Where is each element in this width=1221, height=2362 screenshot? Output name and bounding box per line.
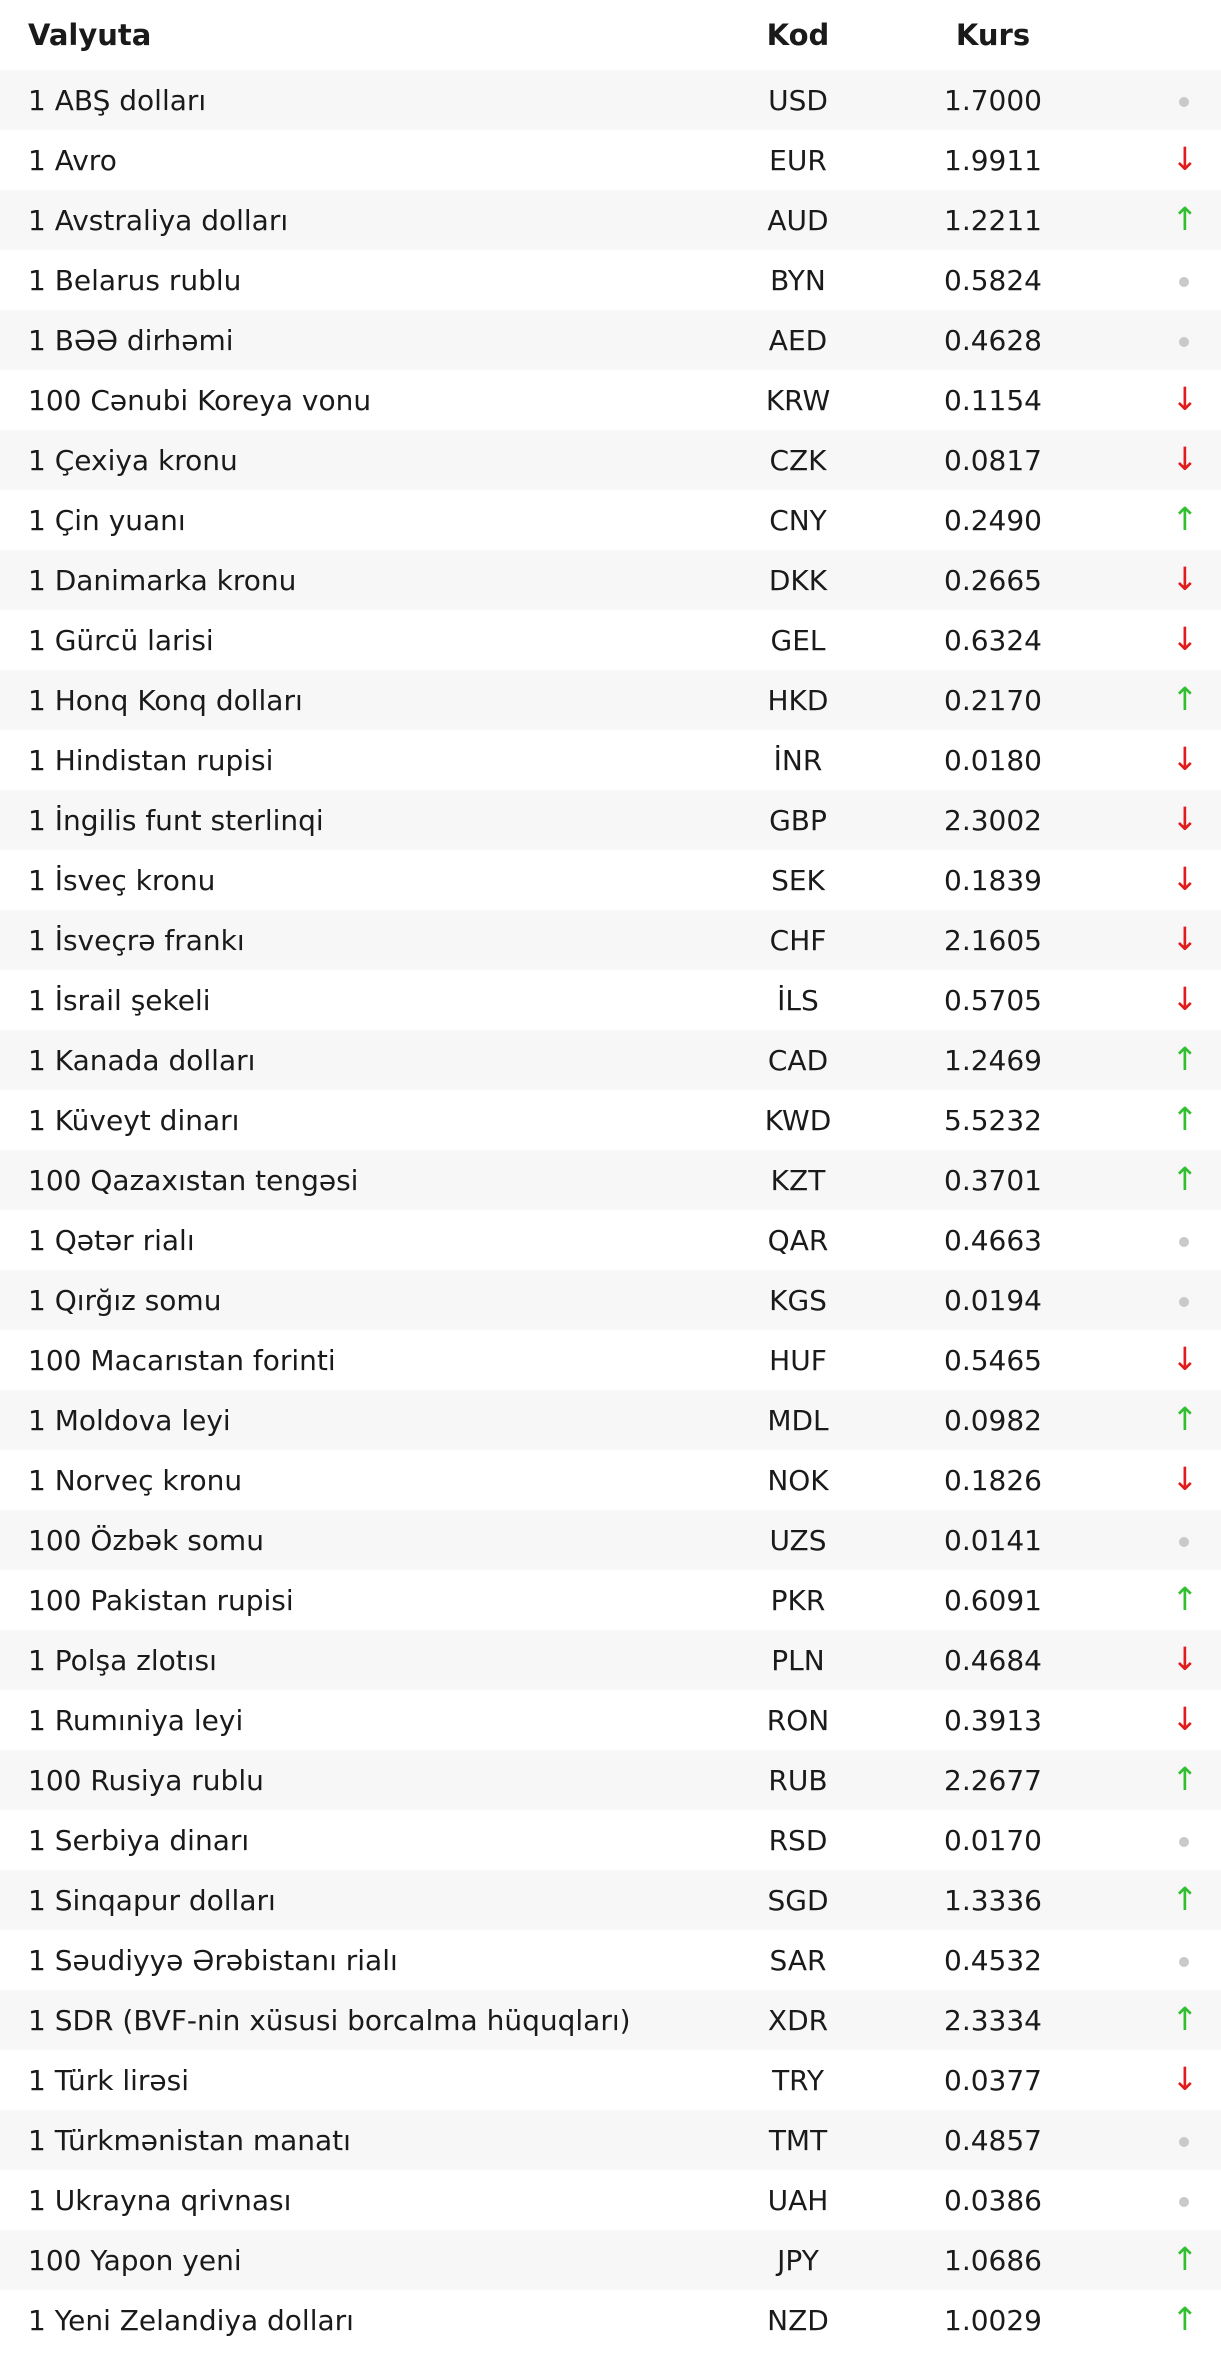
currency-name: 1 Moldova leyi <box>0 1390 728 1450</box>
currency-name: 1 Küveyt dinarı <box>0 1090 728 1150</box>
currency-name: 1 Danimarka kronu <box>0 550 728 610</box>
table-row <box>0 610 1221 670</box>
arrow-up-icon: ↑ <box>1171 2300 1199 2338</box>
currency-code: CZK <box>728 430 868 490</box>
table-row <box>0 2110 1221 2170</box>
currency-name: 100 Pakistan rupisi <box>0 1570 728 1630</box>
currency-name: 100 Rusiya rublu <box>0 1750 728 1810</box>
currency-code: TMT <box>728 2110 868 2170</box>
trend-cell <box>1118 1630 1221 1690</box>
table-row <box>0 1930 1221 1990</box>
table-row <box>0 1690 1221 1750</box>
currency-rate: 0.5705 <box>868 970 1118 1030</box>
currency-code: AUD <box>728 190 868 250</box>
currency-code: RSD <box>728 1810 868 1870</box>
currency-rate: 0.4684 <box>868 1630 1118 1690</box>
currency-name: 1 Yeni Zelandiya dolları <box>0 2290 728 2350</box>
header-rate: Kurs <box>868 0 1118 70</box>
currency-rate: 0.1839 <box>868 850 1118 910</box>
trend-cell <box>1118 2170 1221 2230</box>
arrow-down-icon: ↓ <box>1171 800 1199 838</box>
header-row <box>0 0 1221 70</box>
arrow-down-icon: ↓ <box>1171 380 1199 418</box>
currency-name: 1 Qırğız somu <box>0 1270 728 1330</box>
currency-name: 1 Çin yuanı <box>0 490 728 550</box>
currency-rate: 0.0194 <box>868 1270 1118 1330</box>
trend-cell <box>1118 910 1221 970</box>
trend-cell <box>1118 370 1221 430</box>
trend-cell <box>1118 70 1221 130</box>
currency-name: 1 Polşa zlotısı <box>0 1630 728 1690</box>
currency-rate: 1.0029 <box>868 2290 1118 2350</box>
currency-code: QAR <box>728 1210 868 1270</box>
currency-rate: 1.2211 <box>868 190 1118 250</box>
unchanged-dot-icon <box>1179 1537 1189 1547</box>
arrow-down-icon: ↓ <box>1171 740 1199 778</box>
trend-cell <box>1118 1930 1221 1990</box>
table-row <box>0 430 1221 490</box>
currency-code: SAR <box>728 1930 868 1990</box>
currency-name: 1 İsrail şekeli <box>0 970 728 1030</box>
currency-code: İNR <box>728 730 868 790</box>
currency-rate: 2.2677 <box>868 1750 1118 1810</box>
trend-cell <box>1118 1990 1221 2050</box>
table-row <box>0 190 1221 250</box>
currency-rate: 0.0170 <box>868 1810 1118 1870</box>
currency-code: KGS <box>728 1270 868 1330</box>
currency-name: 100 Yapon yeni <box>0 2230 728 2290</box>
arrow-down-icon: ↓ <box>1171 1700 1199 1738</box>
currency-rate: 0.2665 <box>868 550 1118 610</box>
currency-rate: 0.0982 <box>868 1390 1118 1450</box>
currency-code: JPY <box>728 2230 868 2290</box>
table-header <box>0 0 1221 70</box>
currency-rate: 0.5465 <box>868 1330 1118 1390</box>
currency-name: 1 SDR (BVF-nin xüsusi borcalma hüquqları) <box>0 1990 728 2050</box>
currency-name: 1 İngilis funt sterlinqi <box>0 790 728 850</box>
table-row <box>0 1270 1221 1330</box>
currency-name: 1 Türkmənistan manatı <box>0 2110 728 2170</box>
currency-code: NOK <box>728 1450 868 1510</box>
currency-code: CNY <box>728 490 868 550</box>
currency-rate: 0.0386 <box>868 2170 1118 2230</box>
currency-code: EUR <box>728 130 868 190</box>
currency-code: BYN <box>728 250 868 310</box>
trend-cell <box>1118 1870 1221 1930</box>
currency-name: 1 Sinqapur dolları <box>0 1870 728 1930</box>
currency-code: XDR <box>728 1990 868 2050</box>
trend-cell <box>1118 1750 1221 1810</box>
currency-name: 1 Türk lirəsi <box>0 2050 728 2110</box>
trend-cell <box>1118 790 1221 850</box>
arrow-up-icon: ↑ <box>1171 1880 1199 1918</box>
currency-code: CAD <box>728 1030 868 1090</box>
currency-rate: 2.3334 <box>868 1990 1118 2050</box>
table-body <box>0 70 1221 2350</box>
table-row <box>0 850 1221 910</box>
table-row <box>0 1570 1221 1630</box>
table-row <box>0 250 1221 310</box>
table-row <box>0 70 1221 130</box>
currency-name: 1 Hindistan rupisi <box>0 730 728 790</box>
currency-rate: 2.1605 <box>868 910 1118 970</box>
currency-code: CHF <box>728 910 868 970</box>
header-trend <box>1118 0 1221 70</box>
arrow-up-icon: ↑ <box>1171 1580 1199 1618</box>
arrow-up-icon: ↑ <box>1171 1100 1199 1138</box>
table-row <box>0 1150 1221 1210</box>
currency-rate: 0.2170 <box>868 670 1118 730</box>
unchanged-dot-icon <box>1179 97 1189 107</box>
currency-code: USD <box>728 70 868 130</box>
currency-name: 1 Honq Konq dolları <box>0 670 728 730</box>
currency-rate: 0.0141 <box>868 1510 1118 1570</box>
table-row <box>0 1990 1221 2050</box>
currency-code: DKK <box>728 550 868 610</box>
currency-name: 1 İsveçrə frankı <box>0 910 728 970</box>
currency-rate: 0.0817 <box>868 430 1118 490</box>
table-row <box>0 310 1221 370</box>
currency-name: 1 BƏƏ dirhəmi <box>0 310 728 370</box>
table-row <box>0 670 1221 730</box>
currency-code: PLN <box>728 1630 868 1690</box>
table-row <box>0 1330 1221 1390</box>
trend-cell <box>1118 1030 1221 1090</box>
arrow-up-icon: ↑ <box>1171 500 1199 538</box>
unchanged-dot-icon <box>1179 1297 1189 1307</box>
currency-rate: 0.2490 <box>868 490 1118 550</box>
currency-name: 1 Kanada dolları <box>0 1030 728 1090</box>
currency-rate: 0.5824 <box>868 250 1118 310</box>
currency-name: 100 Macarıstan forinti <box>0 1330 728 1390</box>
table-row <box>0 550 1221 610</box>
table-row <box>0 130 1221 190</box>
currency-rate: 0.1826 <box>868 1450 1118 1510</box>
table-row <box>0 1450 1221 1510</box>
currency-code: UAH <box>728 2170 868 2230</box>
arrow-down-icon: ↓ <box>1171 560 1199 598</box>
arrow-up-icon: ↑ <box>1171 1760 1199 1798</box>
unchanged-dot-icon <box>1179 1237 1189 1247</box>
trend-cell <box>1118 1690 1221 1750</box>
currency-rate: 0.4857 <box>868 2110 1118 2170</box>
trend-cell <box>1118 1570 1221 1630</box>
currency-code: GBP <box>728 790 868 850</box>
trend-cell <box>1118 250 1221 310</box>
currency-code: AED <box>728 310 868 370</box>
currency-code: KWD <box>728 1090 868 1150</box>
arrow-up-icon: ↑ <box>1171 1040 1199 1078</box>
arrow-down-icon: ↓ <box>1171 1640 1199 1678</box>
currency-rate: 2.3002 <box>868 790 1118 850</box>
table-row <box>0 1870 1221 1930</box>
trend-cell <box>1118 190 1221 250</box>
arrow-up-icon: ↑ <box>1171 680 1199 718</box>
table-row <box>0 790 1221 850</box>
arrow-down-icon: ↓ <box>1171 1340 1199 1378</box>
trend-cell <box>1118 130 1221 190</box>
trend-cell <box>1118 1510 1221 1570</box>
currency-code: PKR <box>728 1570 868 1630</box>
table-row <box>0 910 1221 970</box>
trend-cell <box>1118 310 1221 370</box>
trend-cell <box>1118 670 1221 730</box>
currency-name: 1 ABŞ dolları <box>0 70 728 130</box>
unchanged-dot-icon <box>1179 1837 1189 1847</box>
header-code: Kod <box>728 0 868 70</box>
currency-code: SGD <box>728 1870 868 1930</box>
currency-rate: 5.5232 <box>868 1090 1118 1150</box>
currency-code: RON <box>728 1690 868 1750</box>
currency-name: 100 Özbək somu <box>0 1510 728 1570</box>
trend-cell <box>1118 1210 1221 1270</box>
currency-name: 100 Cənubi Koreya vonu <box>0 370 728 430</box>
arrow-up-icon: ↑ <box>1171 2240 1199 2278</box>
currency-code: UZS <box>728 1510 868 1570</box>
currency-rate: 0.4532 <box>868 1930 1118 1990</box>
currency-code: MDL <box>728 1390 868 1450</box>
arrow-down-icon: ↓ <box>1171 980 1199 1018</box>
trend-cell <box>1118 610 1221 670</box>
currency-name: 1 Ukrayna qrivnası <box>0 2170 728 2230</box>
trend-cell <box>1118 850 1221 910</box>
table-row <box>0 1030 1221 1090</box>
currency-code: KZT <box>728 1150 868 1210</box>
unchanged-dot-icon <box>1179 2137 1189 2147</box>
arrow-down-icon: ↓ <box>1171 920 1199 958</box>
currency-name: 1 Avro <box>0 130 728 190</box>
table-row <box>0 1390 1221 1450</box>
currency-name: 1 Səudiyyə Ərəbistanı rialı <box>0 1930 728 1990</box>
currency-rate: 1.0686 <box>868 2230 1118 2290</box>
currency-code: GEL <box>728 610 868 670</box>
table-row <box>0 1210 1221 1270</box>
arrow-up-icon: ↑ <box>1171 200 1199 238</box>
trend-cell <box>1118 2110 1221 2170</box>
table-row <box>0 2230 1221 2290</box>
currency-rate: 0.3701 <box>868 1150 1118 1210</box>
arrow-down-icon: ↓ <box>1171 140 1199 178</box>
currency-name: 1 Serbiya dinarı <box>0 1810 728 1870</box>
currency-name: 1 Rumıniya leyi <box>0 1690 728 1750</box>
unchanged-dot-icon <box>1179 277 1189 287</box>
table-row <box>0 970 1221 1030</box>
currency-code: KRW <box>728 370 868 430</box>
currency-rate: 0.4628 <box>868 310 1118 370</box>
trend-cell <box>1118 2230 1221 2290</box>
unchanged-dot-icon <box>1179 1957 1189 1967</box>
trend-cell <box>1118 730 1221 790</box>
currency-code: TRY <box>728 2050 868 2110</box>
currency-code: RUB <box>728 1750 868 1810</box>
currency-rate: 0.0180 <box>868 730 1118 790</box>
table-row <box>0 370 1221 430</box>
currency-code: NZD <box>728 2290 868 2350</box>
unchanged-dot-icon <box>1179 2197 1189 2207</box>
arrow-down-icon: ↓ <box>1171 440 1199 478</box>
table-row <box>0 1630 1221 1690</box>
trend-cell <box>1118 2290 1221 2350</box>
trend-cell <box>1118 430 1221 490</box>
currency-name: 1 Belarus rublu <box>0 250 728 310</box>
trend-cell <box>1118 970 1221 1030</box>
header-currency: Valyuta <box>0 0 728 70</box>
currency-rate: 0.4663 <box>868 1210 1118 1270</box>
trend-cell <box>1118 2050 1221 2110</box>
currency-code: HUF <box>728 1330 868 1390</box>
currency-name: 1 Çexiya kronu <box>0 430 728 490</box>
currency-rate: 1.3336 <box>868 1870 1118 1930</box>
table-row <box>0 1510 1221 1570</box>
currency-name: 1 Gürcü larisi <box>0 610 728 670</box>
currency-rate: 0.6324 <box>868 610 1118 670</box>
currency-rate: 1.2469 <box>868 1030 1118 1090</box>
currency-code: HKD <box>728 670 868 730</box>
table-row <box>0 2050 1221 2110</box>
table-row <box>0 1090 1221 1150</box>
trend-cell <box>1118 1810 1221 1870</box>
trend-cell <box>1118 490 1221 550</box>
arrow-up-icon: ↑ <box>1171 2000 1199 2038</box>
trend-cell <box>1118 1090 1221 1150</box>
arrow-down-icon: ↓ <box>1171 620 1199 658</box>
trend-cell <box>1118 1390 1221 1450</box>
currency-rate: 0.0377 <box>868 2050 1118 2110</box>
currency-name: 1 İsveç kronu <box>0 850 728 910</box>
trend-cell <box>1118 1270 1221 1330</box>
trend-cell <box>1118 550 1221 610</box>
unchanged-dot-icon <box>1179 337 1189 347</box>
currency-rate: 1.7000 <box>868 70 1118 130</box>
currency-rate: 0.6091 <box>868 1570 1118 1630</box>
arrow-down-icon: ↓ <box>1171 2060 1199 2098</box>
table-row <box>0 1810 1221 1870</box>
table-row <box>0 1750 1221 1810</box>
currency-code: SEK <box>728 850 868 910</box>
arrow-down-icon: ↓ <box>1171 1460 1199 1498</box>
table-row <box>0 730 1221 790</box>
currency-name: 1 Qətər rialı <box>0 1210 728 1270</box>
currency-name: 1 Avstraliya dolları <box>0 190 728 250</box>
currency-code: İLS <box>728 970 868 1030</box>
arrow-down-icon: ↓ <box>1171 860 1199 898</box>
currency-rate: 0.3913 <box>868 1690 1118 1750</box>
trend-cell <box>1118 1450 1221 1510</box>
currency-name: 100 Qazaxıstan tengəsi <box>0 1150 728 1210</box>
arrow-up-icon: ↑ <box>1171 1160 1199 1198</box>
arrow-up-icon: ↑ <box>1171 1400 1199 1438</box>
trend-cell <box>1118 1330 1221 1390</box>
trend-cell <box>1118 1150 1221 1210</box>
table-row <box>0 490 1221 550</box>
table-row <box>0 2170 1221 2230</box>
currency-rate: 0.1154 <box>868 370 1118 430</box>
currency-name: 1 Norveç kronu <box>0 1450 728 1510</box>
table-row <box>0 2290 1221 2350</box>
currency-rate: 1.9911 <box>868 130 1118 190</box>
